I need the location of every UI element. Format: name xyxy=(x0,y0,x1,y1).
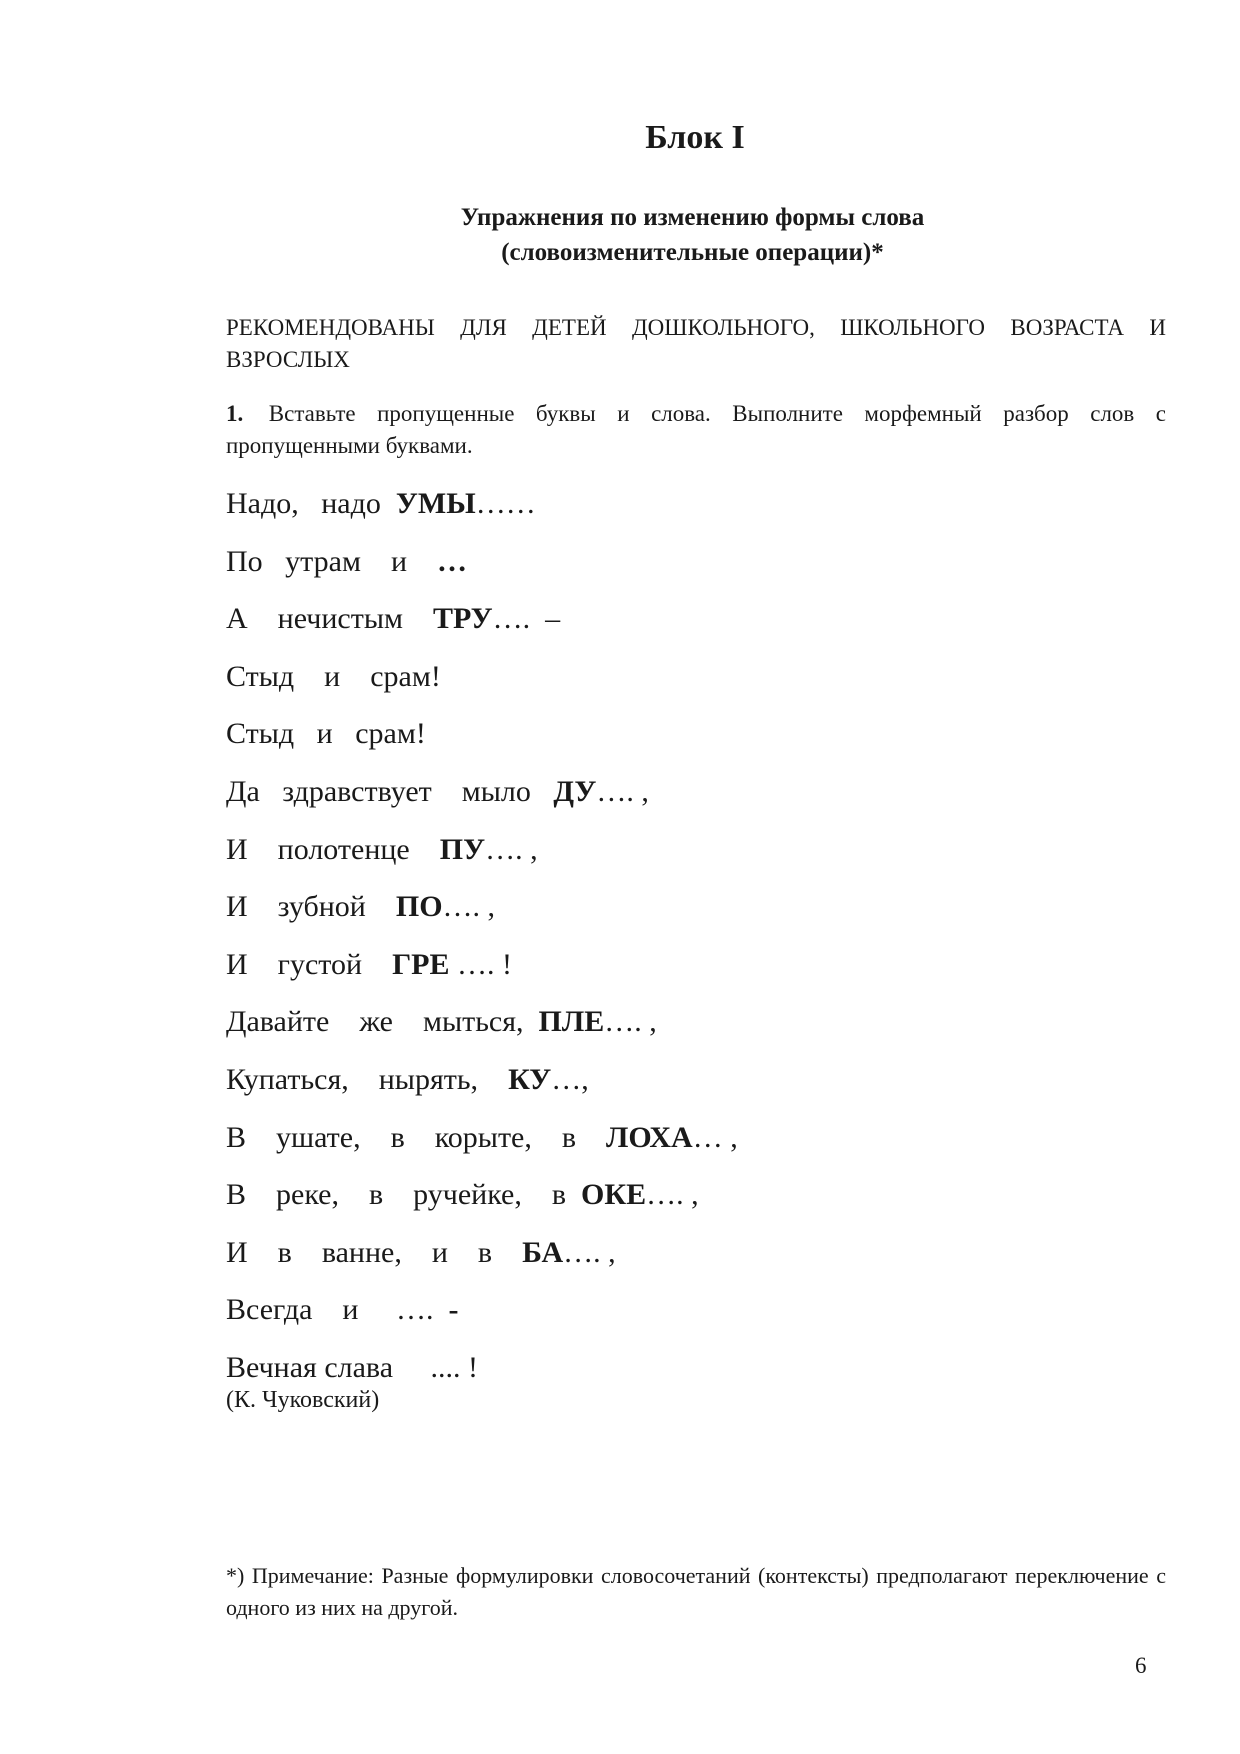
poem-word-stem: ПО xyxy=(395,890,443,924)
poem-line-text: Стыд и срам! xyxy=(226,659,441,693)
footnote: *) Примечание: Разные формулировки словосочетаний (контексты) предполагают переключение с одного из них на другой. xyxy=(226,1563,1166,1620)
poem-line xyxy=(226,538,1126,596)
poem-line-text: В реке, в ручейке, в xyxy=(226,1178,582,1212)
task-text: Вставьте пропущенные буквы и слова. Выполните морфемный разбор слов с пропущенными буквами. xyxy=(226,401,1167,458)
poem-line-text: В ушате, в корыте, в xyxy=(226,1120,607,1154)
poem-line xyxy=(226,1229,1126,1287)
poem-line-text: Надо, надо xyxy=(226,487,396,520)
poem-line-ending: …. ! xyxy=(449,947,512,981)
poem-word-stem: ГРЕ xyxy=(392,947,450,981)
task-number: 1. xyxy=(226,401,244,426)
subtitle-line-1: Упражнения по изменению формы слова xyxy=(460,204,925,231)
poem-line-ending: …. , xyxy=(563,1235,616,1269)
poem-author: (К. Чуковский) xyxy=(226,1387,380,1413)
poem-line-text: И полотенце xyxy=(226,832,440,866)
poem-line-ending: …. , xyxy=(442,890,496,924)
poem-word-stem: УМЫ xyxy=(395,487,476,520)
poem-line-ending: …. , xyxy=(604,1005,657,1039)
recommendation-text: РЕКОМЕНДОВАНЫ ДЛЯ ДЕТЕЙ ДОШКОЛЬНОГО, ШКОЛЬНОГО ВОЗРАСТА И ВЗРОСЛЫХ xyxy=(226,315,1166,372)
poem-line xyxy=(226,998,1126,1056)
poem-line-text: И густой xyxy=(226,947,393,981)
poem-line-text: Вечная слава .... ! xyxy=(226,1350,479,1384)
poem-word-stem: - xyxy=(448,1293,459,1327)
block-title: Блок I xyxy=(645,119,745,156)
poem-word-stem: … xyxy=(437,544,467,578)
poem-line-text: И в ванне, и в xyxy=(226,1235,523,1269)
poem-line-text: Давайте же мыться, xyxy=(226,1005,539,1039)
poem-line xyxy=(226,653,1126,711)
poem-word-stem: БА xyxy=(522,1235,564,1269)
section-subtitle xyxy=(0,200,1240,270)
poem xyxy=(226,480,1126,1402)
poem-line xyxy=(226,1171,1126,1229)
poem-word-stem: ЛОХА xyxy=(606,1120,693,1154)
task-instruction xyxy=(226,398,1166,462)
poem-line xyxy=(226,768,1126,826)
poem-line xyxy=(226,480,1126,538)
poem-line-text: Всегда и …. xyxy=(226,1293,449,1327)
poem-line xyxy=(226,883,1126,941)
subtitle-line-2: (словоизменительные операции)* xyxy=(501,239,884,266)
poem-line xyxy=(226,595,1126,653)
poem-line xyxy=(226,1114,1126,1172)
poem-line-ending: …… xyxy=(475,487,536,520)
poem-line-text: И зубной xyxy=(226,890,396,924)
poem-line-ending: …. , xyxy=(646,1178,699,1212)
poem-word-stem: ОКЕ xyxy=(581,1178,647,1212)
poem-word-stem: ПЛЕ xyxy=(538,1005,605,1039)
poem-line xyxy=(226,826,1126,884)
page-number: 6 xyxy=(1135,1653,1147,1678)
poem-line xyxy=(226,1056,1126,1114)
poem-line-ending: … , xyxy=(692,1120,738,1154)
poem-word-stem: ДУ xyxy=(553,774,597,808)
poem-line-ending: …. , xyxy=(485,832,538,866)
poem-line-text: Стыд и срам! xyxy=(226,717,426,751)
poem-line xyxy=(226,710,1126,768)
poem-line-ending: …, xyxy=(551,1062,589,1096)
poem-line-text: А нечистым xyxy=(226,602,433,636)
poem-line-ending: …. , xyxy=(596,774,649,808)
poem-word-stem: КУ xyxy=(508,1062,552,1096)
poem-line xyxy=(226,941,1126,999)
poem-line-text: Купаться, нырять, xyxy=(226,1062,509,1096)
poem-line-text: Да здравствует мыло xyxy=(226,774,554,808)
poem-line xyxy=(226,1286,1126,1344)
poem-line-text: По утрам и xyxy=(226,544,437,578)
poem-word-stem: ПУ xyxy=(439,832,486,866)
poem-line-ending: …. – xyxy=(492,602,561,636)
poem-word-stem: ТРУ xyxy=(433,602,493,636)
